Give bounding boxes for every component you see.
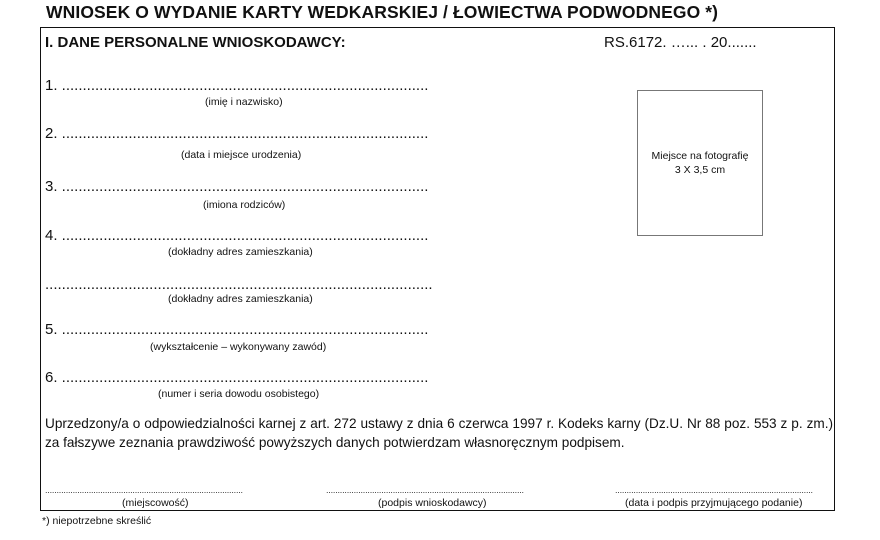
declaration-text: Uprzedzony/a o odpowiedzialności karnej z art. 272 ustawy z dnia 6 czerwca 1997 r. Kodeks karny (Dz.U. Nr 88 poz. 553 z p. zm.) za fałszywe zeznania prawdziwość powyższych danych potwierdzam własnoręcznym podpisem. [45,416,833,450]
field-name-caption: (imię i nazwisko) [205,96,283,108]
photo-label: Miejsce na fotografię [651,150,749,162]
signature-applicant-line[interactable]: ...................................................................................... [326,485,524,495]
signature-receiver-caption: (data i podpis przyjmującego podanie) [625,497,803,509]
field-address-continued-line[interactable]: ............................................................................................. [45,276,433,293]
document-title: WNIOSEK O WYDANIE KARTY WEDKARSKIEJ / ŁOWIECTWA PODWODNEGO *) [46,2,719,22]
field-address-caption: (dokładny adres zamieszkania) [168,246,313,258]
field-parents-caption: (imiona rodziców) [203,199,286,211]
footnote: *) niepotrzebne skreślić [42,515,152,527]
field-id-line[interactable]: 6. ........................................................................................ [45,369,429,386]
field-address-line[interactable]: 4. ........................................................................................ [45,227,429,244]
field-education-line[interactable]: 5. ........................................................................................ [45,321,429,338]
field-address-continued-caption: (dokładny adres zamieszkania) [168,293,313,305]
photo-size-label: 3 X 3,5 cm [674,164,726,176]
signature-receiver-line[interactable]: ...................................................................................... [615,485,813,495]
field-birth-caption: (data i miejsce urodzenia) [181,149,302,161]
field-name-line[interactable]: 1. ........................................................................................ [45,77,429,94]
photo-placeholder [637,90,763,236]
field-education-caption: (wykształcenie – wykonywany zawód) [150,341,327,353]
signature-place-line[interactable]: ...................................................................................... [45,485,243,495]
field-birth-line[interactable]: 2. ........................................................................................ [45,125,429,142]
field-id-caption: (numer i seria dowodu osobistego) [158,388,320,400]
signature-applicant-caption: (podpis wnioskodawcy) [378,497,487,509]
field-parents-line[interactable]: 3. ........................................................................................ [45,178,429,195]
signature-place-caption: (miejscowość) [122,497,189,509]
reference-number: RS.6172. …... . 20....... [604,34,757,51]
section-header: I. DANE PERSONALNE WNIOSKODAWCY: [45,34,346,51]
